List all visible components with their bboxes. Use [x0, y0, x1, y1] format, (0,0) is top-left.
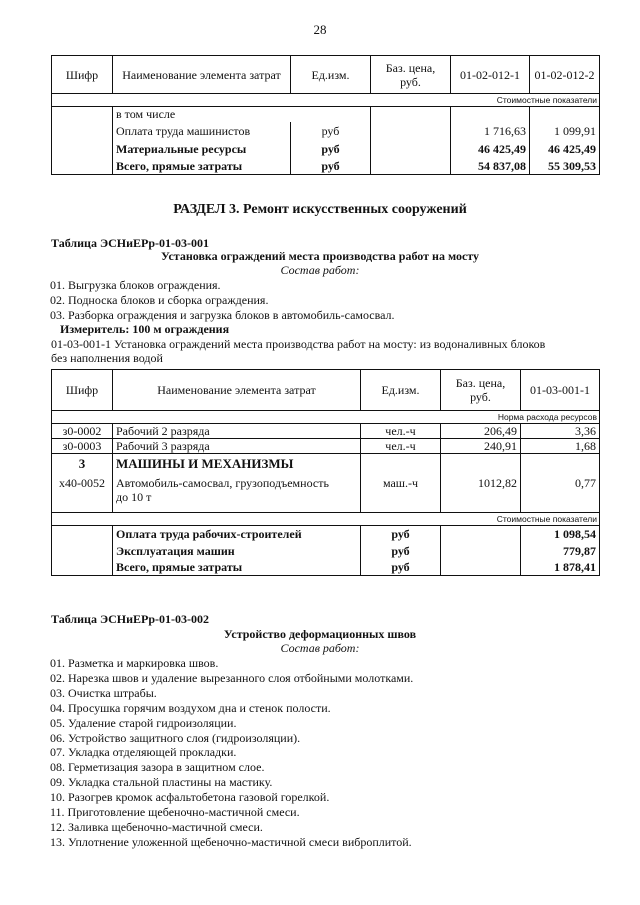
list-item: 05. Удаление старой гидроизоляции. — [50, 715, 237, 730]
table-row: з0-0003 Рабочий 3 разряда чел.-ч 240,91 1,68 — [52, 439, 600, 454]
table-row: Оплата труда машинистов руб 1 716,63 1 099,91 — [52, 122, 600, 140]
resource-table-1 — [51, 369, 600, 576]
meter: Измеритель: 100 м ограждения — [60, 322, 230, 336]
cost-table-top — [51, 55, 600, 175]
table-row: 3 МАШИНЫ И МЕХАНИЗМЫ — [52, 454, 600, 475]
subheader-resource-norm: Норма расхода ресурсов — [52, 411, 600, 424]
header-code: Шифр — [52, 56, 113, 94]
section-title: РАЗДЕЛ 3. Ремонт искусственных сооружений — [173, 202, 467, 217]
description-line: без наполнения водой — [51, 351, 163, 365]
list-item: 13. Уплотнение уложенной щебеночно-мастичной смеси виброплитой. — [50, 834, 412, 849]
list-item: 07. Укладка отделяющей прокладки. — [50, 745, 237, 760]
table-row: в том числе — [52, 107, 600, 122]
page-number: 28 — [313, 22, 327, 37]
list-item: 12. Заливка щебеночно-мастичной смеси. — [50, 819, 263, 834]
list-item: 01. Разметка и маркировка швов. — [50, 656, 219, 670]
subheader-cost-indicators: Стоимостные показатели — [52, 94, 600, 107]
list-item: 03. Разборка ограждения и загрузка блоков в автомобиль-самосвал. — [50, 307, 395, 322]
table-header-row — [52, 56, 600, 94]
list-item: 10. Разогрев кромок асфальтобетона газовой горелкой. — [50, 790, 330, 805]
table-row: Всего, прямые затраты руб 1 878,41 — [52, 560, 600, 576]
table-row: Эксплуатация машин руб 779,87 — [52, 543, 600, 560]
composition-title-1: Состав работ: — [280, 263, 360, 277]
list-item: 06. Устройство защитного слоя (гидроизоляции). — [50, 730, 301, 745]
table-row: Всего, прямые затраты руб 54 837,08 55 309,53 — [52, 158, 600, 175]
table-row: Материальные ресурсы руб 46 425,49 46 425,49 — [52, 140, 600, 158]
works-list-2 — [50, 656, 413, 850]
header-col-2: 01-02-012-2 — [530, 56, 600, 94]
list-item: 02. Подноска блоков и сборка ограждения. — [50, 292, 269, 307]
table-row: з0-0002 Рабочий 2 разряда чел.-ч 206,49 3,36 — [52, 424, 600, 439]
composition-title-2: Состав работ: — [280, 641, 360, 655]
table-header-row: Шифр Наименование элемента затрат Ед.изм. Баз. цена, руб. 01-03-001-1 — [52, 370, 600, 411]
table-name-2: Устройство деформационных швов — [223, 627, 417, 641]
table-row: х40-0052 Автомобиль-самосвал, грузоподъемность до 10 т маш.-ч 1012,82 0,77 — [52, 475, 600, 513]
description-line: 01-03-001-1 Установка ограждений места производства работ на мосту: из водоналивных блоков — [51, 337, 546, 351]
subheader-cost-indicators: Стоимостные показатели — [52, 513, 600, 526]
list-item: 03. Очистка штрабы. — [50, 685, 157, 700]
table-name-1: Установка ограждений места производства работ на мосту — [160, 249, 480, 263]
header-col-1: 01-02-012-1 — [451, 56, 530, 94]
list-item: 11. Приготовление щебеночно-мастичной смеси. — [50, 805, 300, 820]
list-item: 04. Просушка горячим воздухом дна и стенок полости. — [50, 700, 331, 715]
table-label-1: Таблица ЭСНиЕРр-01-03-001 — [51, 236, 210, 250]
list-item: 08. Герметизация зазора в защитном слое. — [50, 760, 265, 775]
header-unit: Ед.изм. — [291, 56, 371, 94]
table-label-2: Таблица ЭСНиЕРр-01-03-002 — [51, 612, 210, 626]
list-item: 01. Выгрузка блоков ограждения. — [50, 278, 221, 292]
works-list-1 — [50, 278, 395, 323]
list-item: 09. Укладка стальной пластины на мастику. — [50, 775, 273, 790]
header-price: Баз. цена, руб. — [371, 56, 451, 94]
list-item: 02. Нарезка швов и удаление вырезанного слоя отбойными молотками. — [50, 670, 414, 685]
header-name: Наименование элемента затрат — [113, 56, 291, 94]
table-row: Оплата труда рабочих-строителей руб 1 098,54 — [52, 526, 600, 543]
